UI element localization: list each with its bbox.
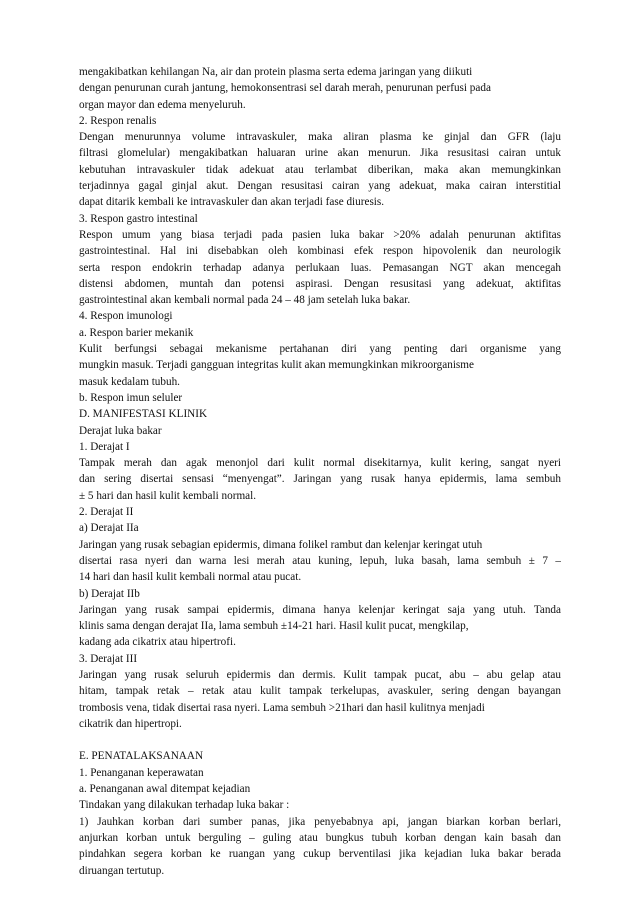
text-line: Tindakan yang dilakukan terhadap luka bakar :: [79, 799, 290, 812]
text-line: 1. Derajat I: [79, 440, 130, 453]
text-line: 2. Derajat II: [79, 506, 134, 519]
text-line: dapat ditarik kembali ke intravaskuler dan akan terjadi fase diuresis.: [79, 196, 385, 209]
text-line: Dengan menurunnya volume intravaskuler, maka aliran plasma ke ginjal dan GFR (laju: [79, 131, 561, 144]
text-line: gastrointestinal akan kembali normal pada 24 – 48 jam setelah luka bakar.: [79, 294, 411, 307]
text-line: 4. Respon imunologi: [79, 310, 173, 323]
text-line: disertai rasa nyeri dan warna lesi merah atau kuning, lepuh, luka basah, lama sembuh ± 7 –: [79, 554, 561, 567]
text-line: Tampak merah dan agak menonjol dari kulit normal disekitarnya, kulit kering, sangat nyeri: [79, 457, 561, 470]
text-line: b) Derajat IIb: [79, 587, 140, 600]
text-line: distensi abdomen, muntah dan potensi aspirasi. Dengan resusitasi yang adekuat, aktifitas: [79, 277, 561, 290]
text-line: Derajat luka bakar: [79, 424, 162, 437]
text-line: 3. Derajat III: [79, 652, 138, 665]
text-line: filtrasi glomelular) mengakibatkan haluaran urine akan menurun. Jika resusitasi cairan untuk: [79, 147, 561, 160]
text-line: E. PENATALAKSANAAN: [79, 750, 204, 763]
text-line: trombosis vena, tidak disertai rasa nyeri. Lama sembuh >21hari dan hasil kulitnya menjadi: [79, 701, 485, 714]
text-line: 14 hari dan hasil kulit kembali normal atau pucat.: [79, 571, 302, 584]
text-line: hitam, tampak retak – retak atau kulit tampak terkelupas, avaskuler, sering dengan bayangan: [79, 685, 561, 698]
text-line: 2. Respon renalis: [79, 114, 157, 127]
text-line: serta respon endokrin terhadap adanya perlukaan luas. Pemasangan NGT akan mencegah: [79, 261, 561, 274]
text-line: dan sering disertai sensasi “menyengat”. Jaringan yang rusak hanya epidermis, lama sembuh: [79, 473, 561, 486]
text-line: dengan penurunan curah jantung, hemokonsentrasi sel darah merah, penurunan perfusi pada: [79, 82, 491, 95]
text-line: 1. Penanganan keperawatan: [79, 766, 204, 779]
text-line: diruangan tertutup.: [79, 864, 165, 877]
text-line: mungkin masuk. Terjadi gangguan integritas kulit akan memungkinkan mikroorganisme: [79, 359, 474, 372]
text-line: a. Respon barier mekanik: [79, 326, 194, 339]
text-line: masuk kedalam tubuh.: [79, 375, 180, 388]
text-line: b. Respon imun seluler: [79, 391, 183, 404]
text-line: Jaringan yang rusak sebagian epidermis, dimana folikel rambut dan kelenjar keringat utuh: [79, 538, 483, 551]
text-line: 3. Respon gastro intestinal: [79, 212, 198, 225]
text-line: pindahkan segera korban ke ruangan yang cukup berventilasi jika kejadian luka bakar berada: [79, 848, 561, 861]
text-line: cikatrik dan hipertropi.: [79, 717, 182, 730]
text-line: anjurkan korban untuk berguling – guling atau bungkus tubuh korban dengan kain basah dan: [79, 831, 561, 844]
text-line: Jaringan yang rusak sampai epidermis, dimana hanya kelenjar keringat saja yang utuh. Tanda: [79, 603, 561, 616]
text-line: kebutuhan intravaskuler tidak adekuat atau terlambat diberikan, maka akan memungkinkan: [79, 163, 561, 176]
text-line: terjadinnya gagal ginjal akut. Dengan resusitasi cairan yang adekuat, maka cairan interstitial: [79, 180, 561, 193]
text-line: kadang ada cikatrix atau hipertrofi.: [79, 636, 236, 649]
text-line: 1) Jauhkan korban dari sumber panas, jika penyebabnya api, jangan biarkan korban berlari,: [79, 815, 561, 828]
text-line: Jaringan yang rusak seluruh epidermis dan dermis. Kulit tampak pucat, abu – abu gelap atau: [79, 668, 561, 681]
text-line: Respon umum yang biasa terjadi pada pasien luka bakar >20% adalah penurunan aktifitas: [79, 228, 561, 241]
text-line: klinis sama dengan derajat IIa, lama sembuh ±14-21 hari. Hasil kulit pucat, mengkilap,: [79, 620, 469, 633]
blank-line: [79, 732, 561, 748]
text-line: mengakibatkan kehilangan Na, air dan protein plasma serta edema jaringan yang diikuti: [79, 66, 473, 78]
text-line: D. MANIFESTASI KLINIK: [79, 408, 208, 421]
text-line: organ mayor dan edema menyeluruh.: [79, 98, 246, 111]
text-line: a. Penanganan awal ditempat kejadian: [79, 783, 251, 796]
text-line: Kulit berfungsi sebagai mekanisme pertahanan diri yang penting dari organisme yang: [79, 343, 561, 356]
text-line: gastrointestinal. Hal ini disebabkan oleh kombinasi efek respon hipovolenik dan neurologik: [79, 245, 561, 258]
document-page: [79, 64, 561, 879]
text-line: a) Derajat IIa: [79, 522, 139, 535]
text-line: ± 5 hari dan hasil kulit kembali normal.: [79, 489, 257, 502]
